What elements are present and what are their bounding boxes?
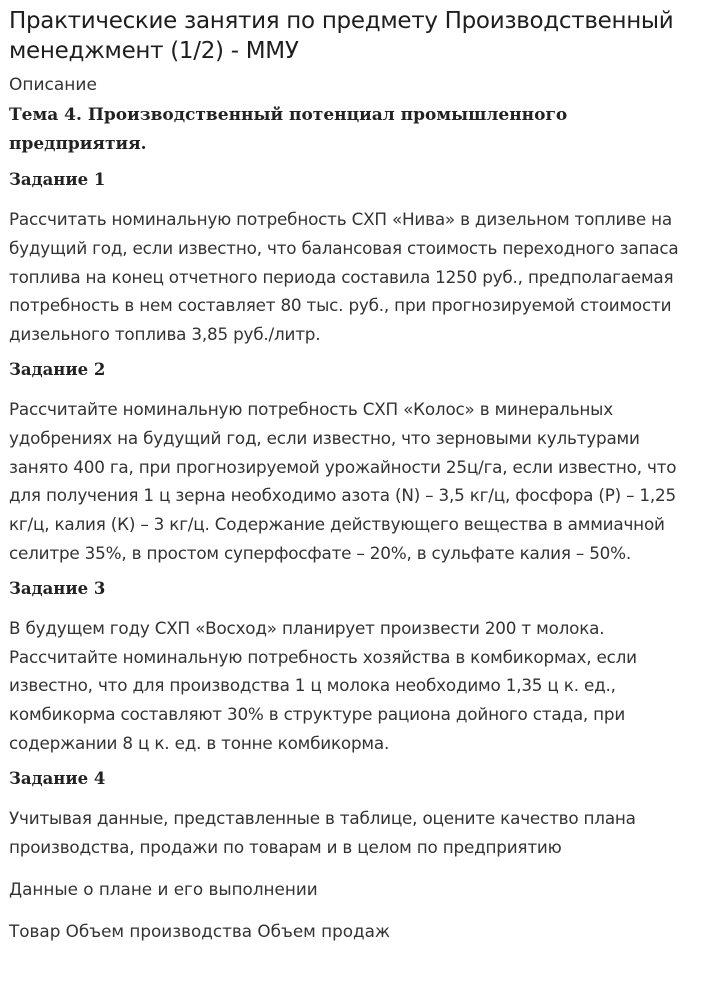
data-caption: Данные о плане и его выполнении: [9, 879, 318, 900]
task-2-heading: Задание 2: [9, 359, 106, 379]
task-1-heading: Задание 1: [9, 170, 106, 189]
task-2-text: Рассчитайте номинальную потребность СХП «Колос» в минеральных удобрениях на будущий год, если известно, что зерновыми культурами занято 400 га, при прогнозируемой урожайности 25ц/га, если известно, что для получения 1 ц зерна необходимо азота (N) – 3,5 кг/ц, фосфора (Р) – 1,25 кг/ц, калия (К) – 3 кг/ц. Содержание действующего вещества в аммиачной селитре 35%, в простом суперфосфате – 20%, в сульфате калия – 50%.: [9, 398, 677, 563]
page-title: Практические занятия по предмету Производственный менеджмент (1/2) - ММУ: [9, 8, 674, 64]
task-3-text: В будущем году СХП «Восход» планирует произвести 200 т молока. Рассчитайте номинальную потребность хозяйства в комбикормах, если известно, что для производства 1 ц молока необходимо 1,35 ц к. ед., комбикорма составляют 30% в структуре рациона дойного стада, при содержании 8 ц к. ед. в тонне комбикорма.: [9, 617, 637, 753]
topic-heading: Тема 4. Производственный потенциал промышленного предприятия.: [9, 105, 568, 154]
task-1-text: Рассчитать номинальную потребность СХП «Нива» в дизельном топливе на будущий год, если известно, что балансовая стоимость переходного запаса топлива на конец отчетного периода составила 1250 руб., предполагаемая потребность в нем составляет 80 тыс. руб., при прогнозируемой стоимости дизельного топлива 3,85 руб./литр.: [9, 209, 679, 345]
description-label: Описание: [9, 75, 97, 95]
document-body: [9, 6, 695, 945]
table-header-line: Товар Объем производства Объем продаж: [9, 921, 391, 942]
task-4-text: Учитывая данные, представленные в таблице, оцените качество плана производства, продажи по товарам и в целом по предприятию: [9, 807, 636, 857]
task-3-heading: Задание 3: [9, 578, 106, 598]
task-4-heading: Задание 4: [9, 768, 106, 788]
